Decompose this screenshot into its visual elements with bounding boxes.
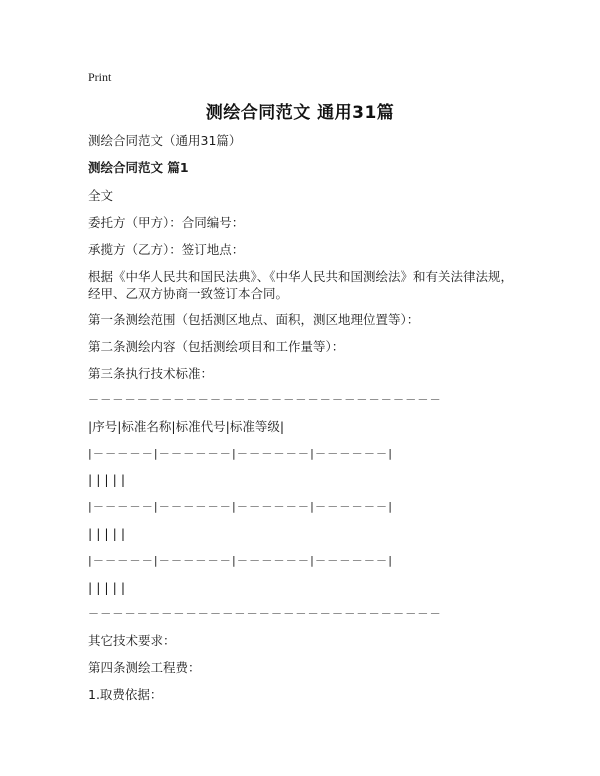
article3-line: 第三条执行技术标准： xyxy=(88,366,214,381)
contractor-line: 承揽方（乙方）：签订地点： xyxy=(88,242,245,257)
table-rule-bottom: －－－－－－－－－－－－－－－－－－－－－－－－－－－－－ xyxy=(88,607,442,620)
article2-line: 第二条测绘内容（包括测绘项目和工作量等）： xyxy=(88,339,345,354)
print-label: Print xyxy=(88,70,112,84)
table-row-separator: |－－－－－|－－－－－－|－－－－－－|－－－－－－| xyxy=(88,447,394,460)
table-row-cells: ||||| xyxy=(88,472,130,487)
subtitle: 测绘合同范文（通用31篇） xyxy=(88,133,242,148)
table-row-cells: ||||| xyxy=(88,526,130,541)
article1-line: 第一条测绘范围（包括测区地点、面积，测区地理位置等）： xyxy=(88,312,420,327)
fee-basis-line: 1.取费依据： xyxy=(88,687,163,702)
quanwen-line: 全文 xyxy=(88,188,114,203)
basis-paragraph: 根据《中华人民共和国民法典》、《中华人民共和国测绘法》和有关法律法规，经甲、乙双方协商一致签订本合同。 xyxy=(88,269,514,301)
other-requirements-line: 其它技术要求： xyxy=(88,633,176,648)
article4-line: 第四条测绘工程费： xyxy=(88,660,201,675)
section-heading: 测绘合同范文 篇1 xyxy=(88,160,189,175)
table-row-separator: |－－－－－|－－－－－－|－－－－－－|－－－－－－| xyxy=(88,554,394,567)
client-line: 委托方（甲方）：合同编号： xyxy=(88,215,245,230)
table-header-row: |序号|标准名称|标准代号|标准等级| xyxy=(88,419,285,434)
page-title: 测绘合同范文 通用31篇 xyxy=(205,103,395,123)
table-row-cells: ||||| xyxy=(88,580,130,595)
table-rule-top: －－－－－－－－－－－－－－－－－－－－－－－－－－－－－ xyxy=(88,393,442,406)
table-row-separator: |－－－－－|－－－－－－|－－－－－－|－－－－－－| xyxy=(88,500,394,513)
